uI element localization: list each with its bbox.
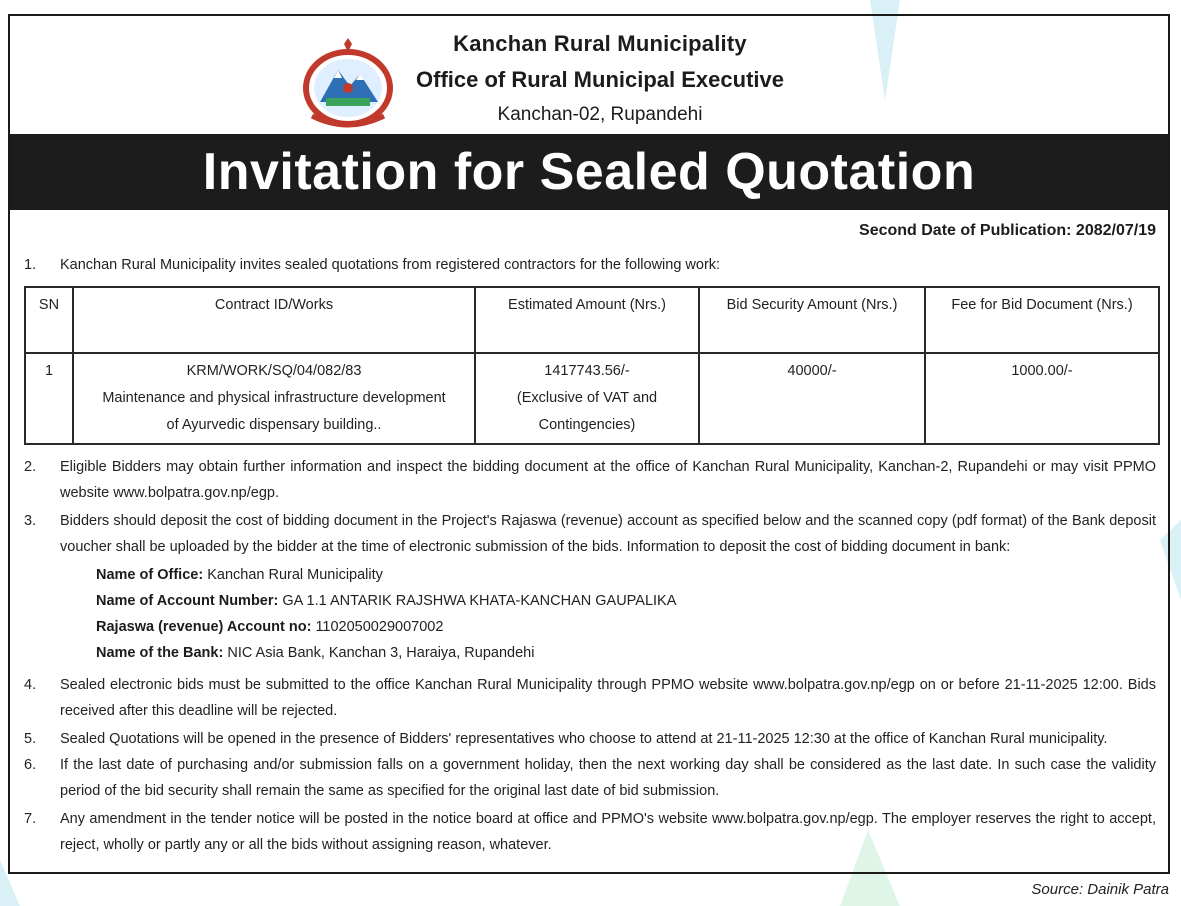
notice-item-1 (24, 252, 1156, 278)
header-sn: SN (25, 287, 73, 353)
work-description: Maintenance and physical infrastructure development of Ayurvedic dispensary building.. (102, 390, 446, 433)
item-number: 5. (24, 731, 37, 747)
item-number: 2. (24, 459, 37, 475)
notice-item-2 (24, 454, 1156, 506)
item-number: 3. (24, 513, 37, 529)
item-text: Kanchan Rural Municipality invites sealed quotations from registered contractors for the following work: (60, 257, 721, 273)
table-header-row (25, 287, 1159, 353)
bank-office-value: Kanchan Rural Municipality (207, 567, 383, 583)
header-fee: Fee for Bid Document (Nrs.) (925, 287, 1159, 353)
works-table (24, 286, 1160, 445)
item-text: Bidders should deposit the cost of bidding document in the Project's Rajaswa (revenue) account as specified below and the scanned copy (pdf format) of the Bank deposit voucher shall be uploaded by the bidder at the time of electronic submission of the bids. Information to deposit the cost of bidding document in bank: (60, 513, 1156, 555)
office-name: Office of Rural Municipal Executive (416, 67, 784, 92)
item-text: Any amendment in the tender notice will be posted in the notice board at office and PPMO's website www.bolpatra.gov.np/egp. The employer reserves the right to accept, reject, wholly or partly any or all the bids without assigning reason, whatever. (60, 811, 1156, 853)
contract-id: KRM/WORK/SQ/04/082/83 (186, 363, 362, 379)
estimated-note: (Exclusive of VAT and Contingencies) (516, 390, 658, 433)
bank-account (96, 588, 676, 614)
item-number: 7. (24, 811, 37, 827)
header-estimated: Estimated Amount (Nrs.) (475, 287, 699, 353)
item-text: If the last date of purchasing and/or submission falls on a government holiday, then the next working day shall be considered as the last date. In such case the validity period of the bid security shall remain the same as specified for the original last date of bid submission. (60, 757, 1156, 799)
item-number: 6. (24, 757, 37, 773)
item-text: Sealed Quotations will be opened in the presence of Bidders' representatives who choose to attend at 21-11-2025 12:30 at the office of Kanchan Rural municipality. (60, 731, 1108, 747)
bank-name-value: NIC Asia Bank, Kanchan 3, Haraiya, Rupandehi (227, 645, 535, 661)
item-number: 4. (24, 677, 37, 693)
notice-item-7 (24, 806, 1156, 858)
header-contract: Contract ID/Works (73, 287, 475, 353)
estimated-amount: 1417743.56/- (544, 363, 630, 379)
office-address: Kanchan-02, Rupandehi (497, 104, 703, 125)
header-text (390, 26, 810, 132)
header-bid-security: Bid Security Amount (Nrs.) (699, 287, 925, 353)
notice-header (10, 16, 1168, 134)
notice-item-3 (24, 508, 1156, 560)
notice-frame (8, 14, 1170, 874)
cell-estimated (475, 353, 699, 444)
table-row (25, 353, 1159, 444)
bank-revenue-account (96, 614, 443, 640)
publication-date: Second Date of Publication: 2082/07/19 (859, 222, 1156, 239)
nepal-emblem-icon (298, 38, 398, 130)
notice-item-4 (24, 672, 1156, 724)
notice-title: Invitation for Sealed Quotation (10, 134, 1168, 210)
item-text: Sealed electronic bids must be submitted to the office Kanchan Rural Municipality through PPMO website www.bolpatra.gov.np/egp on or before 21-11-2025 12:00. Bids received after this deadline will be rejected. (60, 677, 1156, 719)
bank-revenue-value: 1102050029007002 (315, 619, 444, 635)
cell-bid-security: 40000/- (699, 353, 925, 444)
source-credit: Source: Dainik Patra (1031, 881, 1169, 898)
notice-item-5 (24, 726, 1156, 752)
bank-account-value: GA 1.1 ANTARIK RAJSHWA KHATA-KANCHAN GAUPALIKA (282, 593, 677, 609)
item-text: Eligible Bidders may obtain further information and inspect the bidding document at the office of Kanchan Rural Municipality, Kanchan-2, Rupandehi or may visit PPMO website www.bolpatra.gov.np/egp. (60, 459, 1156, 501)
bank-account-label: Name of Account Number: (96, 593, 279, 609)
cell-contract (73, 353, 475, 444)
bank-office-label: Name of Office: (96, 567, 204, 583)
notice-item-6 (24, 752, 1156, 804)
bank-revenue-label: Rajaswa (revenue) Account no: (96, 619, 312, 635)
bank-name (96, 640, 534, 666)
bank-name-label: Name of the Bank: (96, 645, 224, 661)
cell-sn: 1 (25, 353, 73, 444)
cell-fee: 1000.00/- (925, 353, 1159, 444)
bank-office (96, 562, 383, 588)
municipality-name: Kanchan Rural Municipality (453, 31, 747, 56)
item-number: 1. (24, 257, 37, 273)
